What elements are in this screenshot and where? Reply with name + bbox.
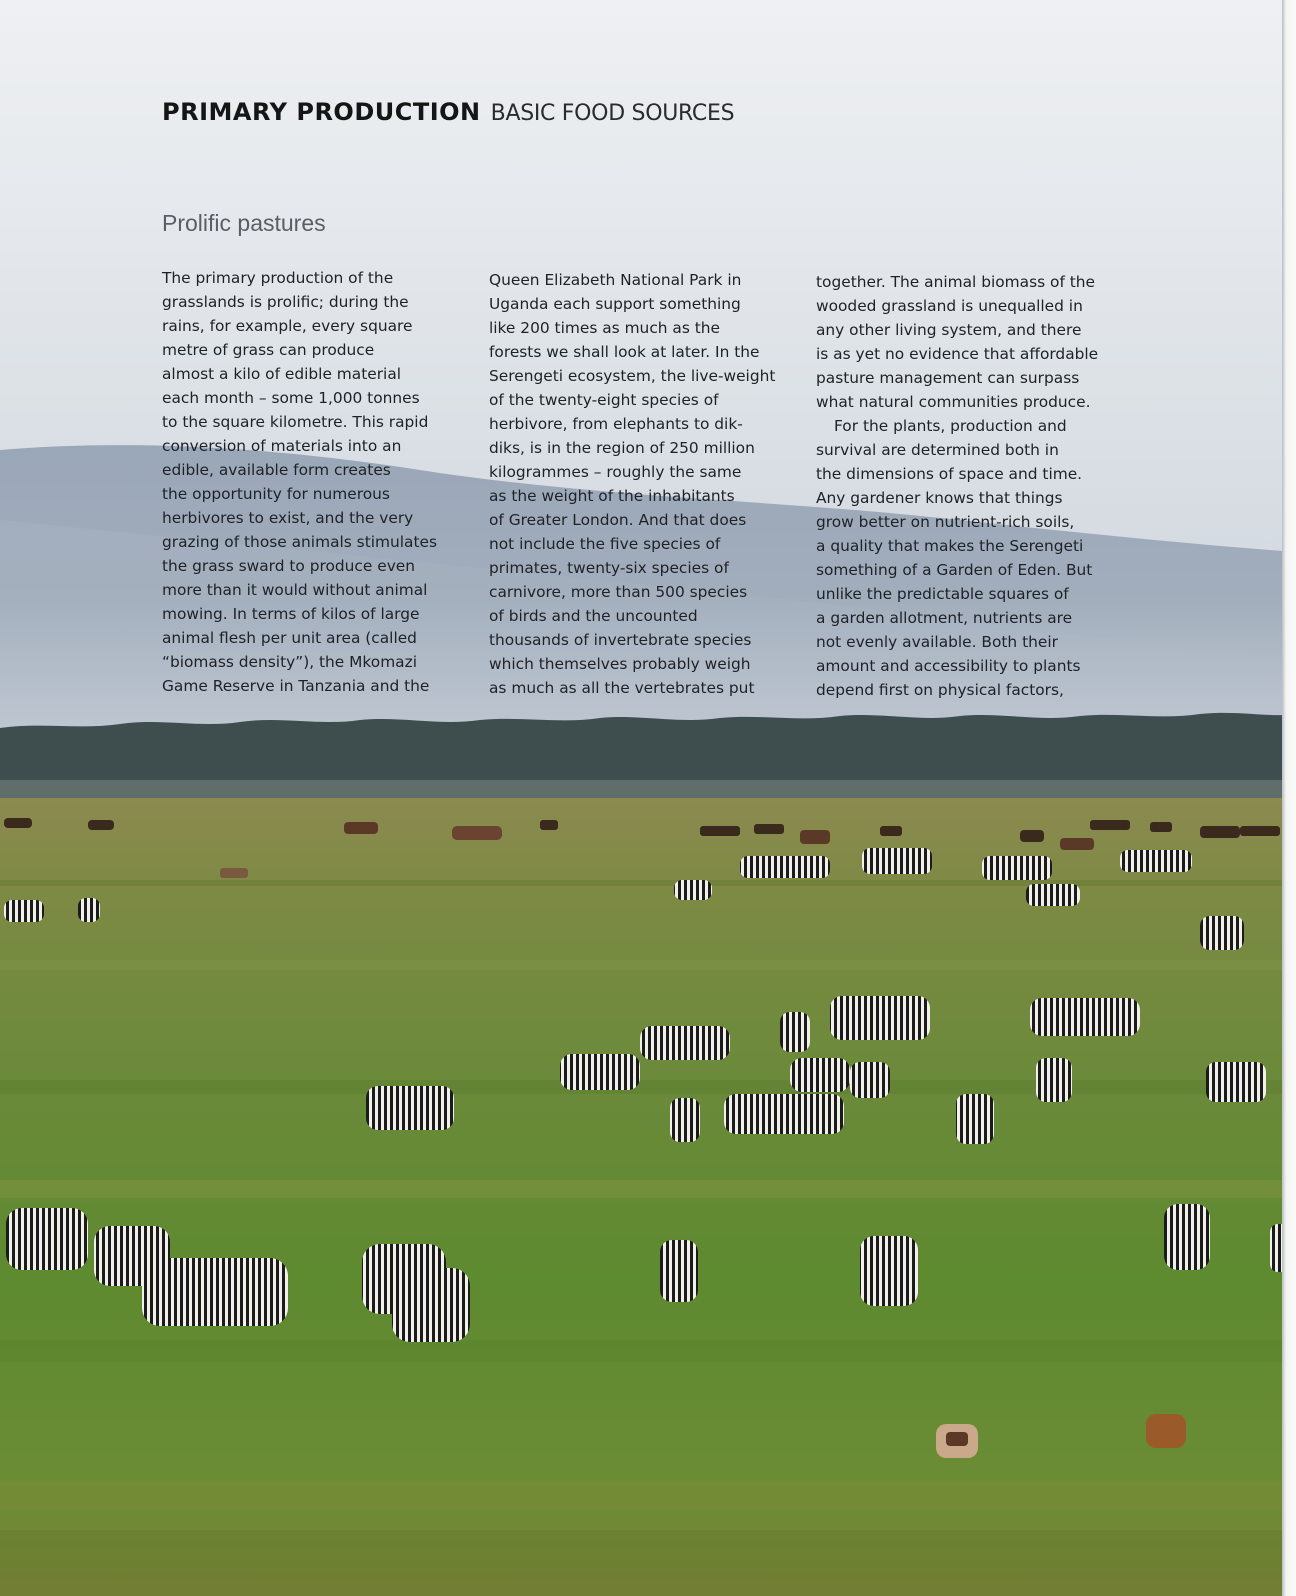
text-line: Uganda each support something	[489, 295, 741, 313]
text-line: as the weight of the inhabitants	[489, 487, 735, 505]
text-line: grazing of those animals stimulates	[162, 533, 437, 551]
text-line: the dimensions of space and time.	[816, 465, 1083, 483]
running-head-subsection: BASIC FOOD SOURCES	[490, 101, 735, 126]
text-line: the grass sward to produce even	[162, 557, 416, 575]
text-line: forests we shall look at later. In the	[489, 343, 760, 361]
text-line: a quality that makes the Serengeti	[816, 537, 1084, 555]
text-line: of birds and the uncounted	[489, 607, 698, 625]
text-line: herbivore, from elephants to dik-	[489, 415, 743, 433]
text-line: conversion of materials into an	[162, 437, 402, 455]
text-line: pasture management can surpass	[816, 369, 1080, 387]
text-line: Serengeti ecosystem, the live-weight	[489, 367, 776, 385]
text-line: diks, is in the region of 250 million	[489, 439, 755, 457]
text-line: not evenly available. Both their	[816, 633, 1058, 651]
text-line: depend first on physical factors,	[816, 681, 1064, 699]
text-line: of the twenty-eight species of	[489, 391, 719, 409]
text-line: wooded grassland is unequalled in	[816, 297, 1083, 315]
text-line: of Greater London. And that does	[489, 511, 747, 529]
text-line: survival are determined both in	[816, 441, 1059, 459]
text-line: grow better on nutrient-rich soils,	[816, 513, 1075, 531]
running-head	[162, 98, 1062, 132]
paragraph	[162, 266, 460, 698]
text-line: the opportunity for numerous	[162, 485, 390, 503]
text-line: rains, for example, every square	[162, 317, 413, 335]
running-head-section: PRIMARY PRODUCTION	[162, 98, 481, 126]
text-line: almost a kilo of edible material	[162, 365, 402, 383]
text-line: is as yet no evidence that affordable	[816, 345, 1099, 363]
text-line: herbivores to exist, and the very	[162, 509, 414, 527]
text-line: like 200 times as much as the	[489, 319, 721, 337]
text-line: mowing. In terms of kilos of large	[162, 605, 420, 623]
text-line: not include the five species of	[489, 535, 721, 553]
text-line: together. The animal biomass of the	[816, 273, 1096, 291]
text-line: each month – some 1,000 tonnes	[162, 389, 420, 407]
text-line: kilogrammes – roughly the same	[489, 463, 742, 481]
text-line: what natural communities produce.	[816, 393, 1091, 411]
text-line: Game Reserve in Tanzania and the	[162, 677, 430, 695]
text-column-3	[816, 270, 1114, 702]
text-line: which themselves probably weigh	[489, 655, 751, 673]
text-line: as much as all the vertebrates put	[489, 679, 755, 697]
text-line: grasslands is prolific; during the	[162, 293, 409, 311]
text-line: Queen Elizabeth National Park in	[489, 271, 742, 289]
text-line: animal flesh per unit area (called	[162, 629, 417, 647]
text-line: For the plants, production and	[834, 417, 1067, 435]
text-line: carnivore, more than 500 species	[489, 583, 748, 601]
text-line: “biomass density”), the Mkomazi	[162, 653, 417, 671]
text-line: edible, available form creates	[162, 461, 391, 479]
text-line: more than it would without animal	[162, 581, 428, 599]
section-title: Prolific pastures	[162, 210, 326, 236]
text-line: primates, twenty-six species of	[489, 559, 729, 577]
text-column-1	[162, 266, 460, 698]
text-line: something of a Garden of Eden. But	[816, 561, 1093, 579]
text-line: The primary production of the	[162, 269, 394, 287]
text-line: a garden allotment, nutrients are	[816, 609, 1073, 627]
page-edge	[1282, 0, 1296, 1596]
text-line: metre of grass can produce	[162, 341, 375, 359]
text-line: thousands of invertebrate species	[489, 631, 752, 649]
text-line: to the square kilometre. This rapid	[162, 413, 429, 431]
text-line: unlike the predictable squares of	[816, 585, 1069, 603]
text-column-2	[489, 268, 787, 700]
paragraph	[489, 268, 787, 700]
text-line: Any gardener knows that things	[816, 489, 1063, 507]
paragraph	[816, 270, 1114, 702]
text-line: any other living system, and there	[816, 321, 1082, 339]
text-line: amount and accessibility to plants	[816, 657, 1081, 675]
